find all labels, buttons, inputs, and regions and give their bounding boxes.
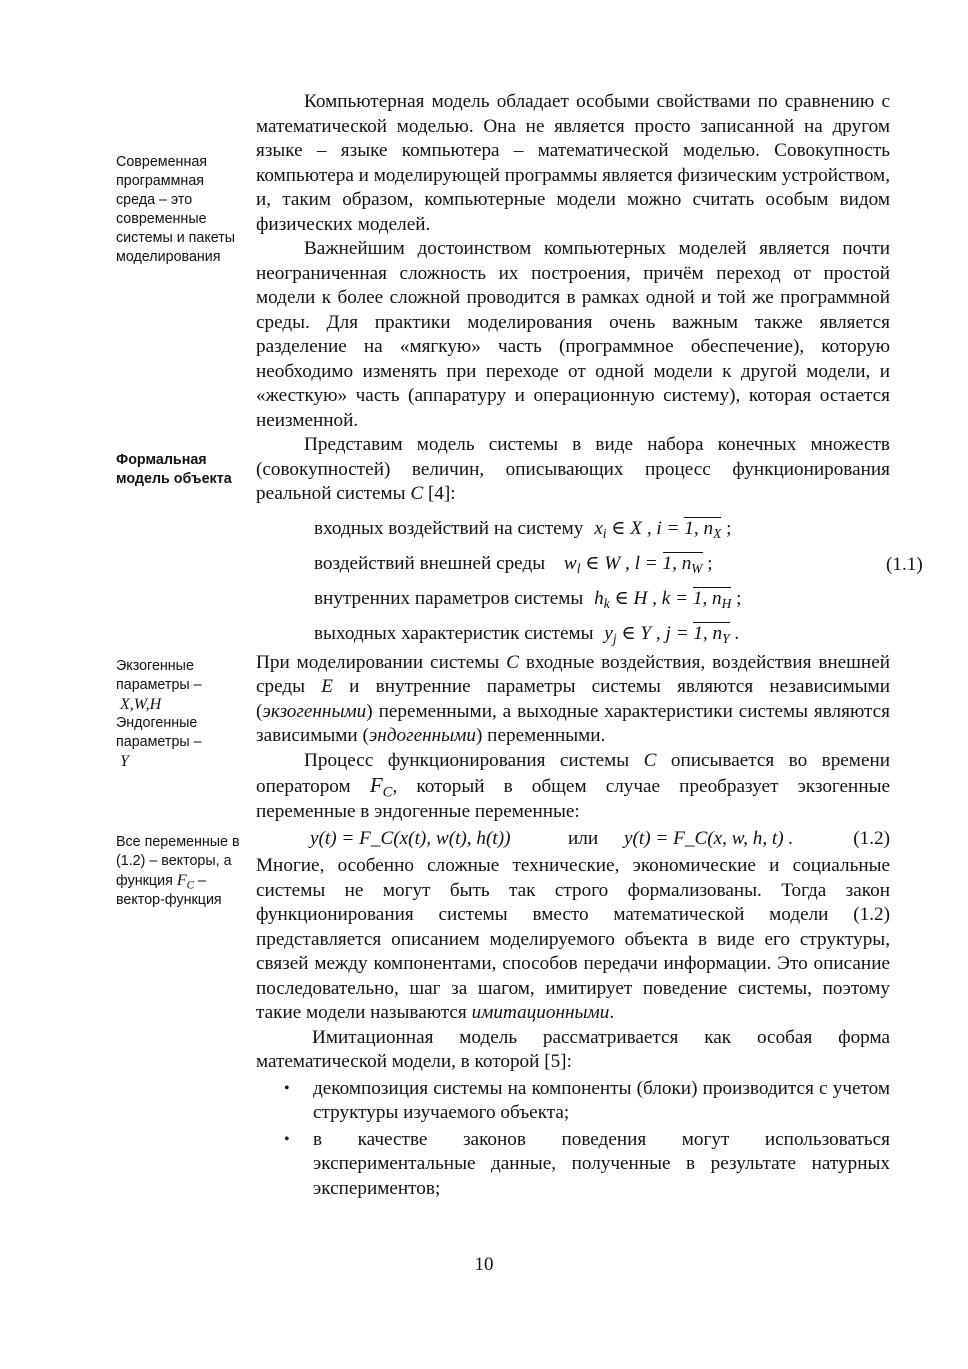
list-item: • в качестве законов поведения могут использоваться экспериментальные данные, полученные в результате натурных экспериментов; [284,1128,890,1199]
bullet-icon: • [284,1079,290,1097]
paragraph-formal-model: Представим модель системы в виде набора конечных множеств (совокупностей) величин, описывающих процесс функционирования реальной системы C [4]: [256,434,890,504]
paragraph-simulation-model: Имитационная модель рассматривается как особая форма математической модели, в которой [5]: [256,1026,890,1072]
formula-row-internal: внутренних параметров системы $h_k$ ∈ H , k = 1, $n_H$ ; [314,587,742,611]
equation-number-1-2: (1.2) [853,828,890,849]
margin-note-exogenous-endogenous [116,657,244,771]
margin-note-formal-model: Формальная модель объекта [116,452,232,487]
exogenous-vars: X,W,H [120,696,162,713]
paragraph-computer-model: Компьютерная модель обладает особыми свойствами по сравнению с математической моделью. Она не является просто записанной на другом языке – языке компьютера – математической моделью. Совокупность компьютера и моделирующей программы является физическим устройством, и, таким образом, компьютерные модели можно считать особым видом физических моделей. [256,91,890,235]
formula-1-2-lhs: y(t) = F_C(x(t), w(t), h(t)) [310,828,511,849]
formula-1-1 [314,511,923,651]
equation-number-1-1: (1.1) [886,553,923,575]
formula-1-2 [256,824,890,854]
paragraph-exogenous: При моделировании системы C входные воздействия, воздействия внешней среды E и внутренние параметры системы являются независимыми (экзогенными) переменными, а выходные характеристики системы являются зависимыми (эндогенными) переменными. [256,651,891,746]
endogenous-label: Эндогенные параметры – [116,715,202,750]
page-number: 10 [474,1254,494,1275]
formula-row-environment: воздействий внешней среды $w_l$ ∈ W , l = 1, $n_W$ ; [314,552,713,576]
bullet-icon: • [284,1130,290,1148]
formula-1-2-or: или [568,828,599,849]
paragraph-advantages: Важнейшим достоинством компьютерных моделей является почти неограниченная сложность их построения, причём переход от простой модели к более сложной проводится в рамках одной и той же программной среды. Для практики моделирования очень важным также является разделение на «мягкую» часть (программное обеспечение), которую необходимо изменять при переходе от одной модели к другой модели, и «жесткую» часть (аппаратуру и операционную систему), которая остается неизменной. [256,238,890,431]
endogenous-vars: Y [120,753,129,770]
vectors-note-text: Все переменные в (1.2) – векторы, а функция [116,834,240,889]
vector-function-symbol: $F_C$ [176,872,195,892]
formula-row-inputs: входных воздействий на систему $x_i$ ∈ X , i = 1, $n_X$ ; [314,517,732,541]
paragraph-simulation: Многие, особенно сложные технические, экономические и социальные системы не могут быть так строго формализованы. Тогда закон функционирования системы вместо математической модели (1.2) представляется описанием моделируемого объекта в виде его структуры, связей между компонентами, способов передачи информации. Это описание последовательно, шаг за шагом, имитирует поведение системы, поэтому такие модели называются имитационными. [256,855,890,1023]
list-item: • декомпозиция системы на компоненты (блоки) производится с учетом структуры изучаемого объекта; [284,1077,890,1123]
vectors-note-end: – вектор-функция [116,873,222,908]
formula-1-2-rhs: y(t) = F_C(x, w, h, t) . [624,828,794,849]
margin-note-vectors [116,833,244,910]
paragraph-operator: Процесс функционирования системы C описывается во времени оператором $F_C$, который в общем случае преобразует экзогенные переменные в эндогенные переменные: [256,749,891,822]
margin-note-software-environment: Современная программная среда – это современные системы и пакеты моделирования [116,154,236,265]
main-text-column [256,90,923,1201]
bullet-list [256,1077,890,1202]
formula-row-outputs: выходных характеристик системы $y_j$ ∈ Y , j = 1, $n_Y$ . [314,622,740,646]
exogenous-label: Экзогенные параметры – [116,658,202,693]
